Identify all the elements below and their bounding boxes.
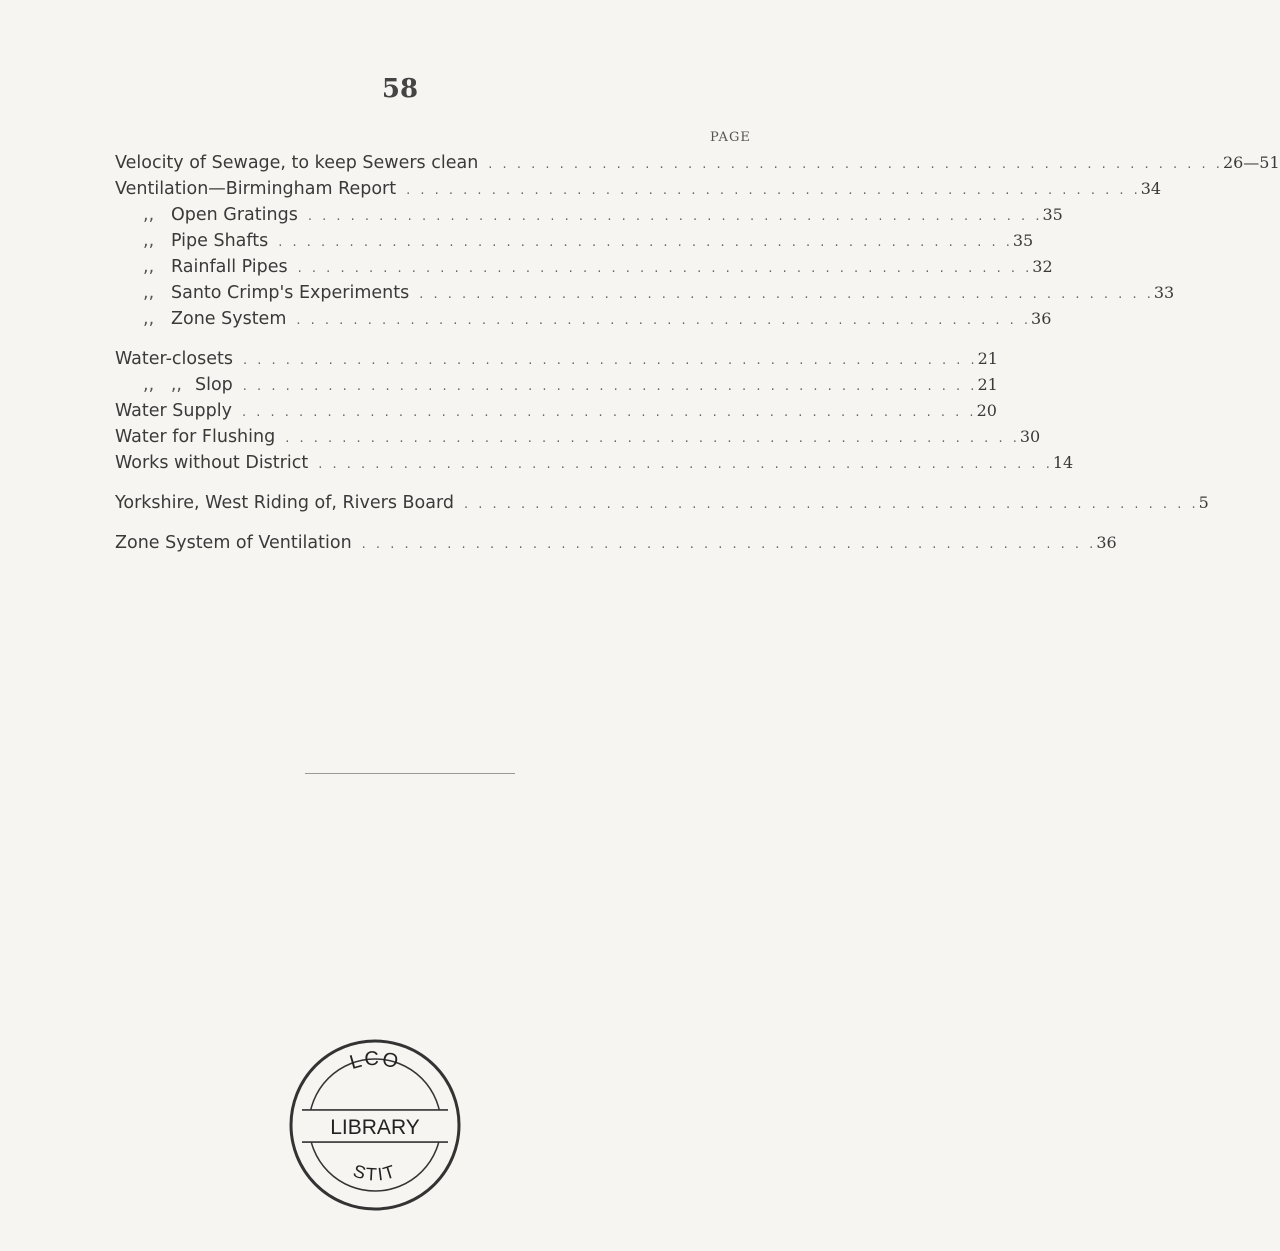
entry-label: Yorkshire, West Riding of, Rivers Board	[115, 493, 454, 513]
entry-label: Water-closets	[115, 349, 233, 369]
index-entry	[115, 398, 997, 424]
entry-label: Velocity of Sewage, to keep Sewers clean	[115, 153, 479, 173]
entry-label: Zone System of Ventilation	[115, 533, 352, 553]
entry-page: 33	[1153, 283, 1175, 302]
entry-page: 35	[1012, 231, 1034, 250]
index-entry	[115, 306, 1052, 332]
entry-label: Ventilation—Birmingham Report	[115, 179, 397, 199]
page-column-header: PAGE	[710, 130, 751, 145]
dot-leader: . . . . . . . . . . . . . . . . . . . . . . . . . . . . . . . . . . . . . . . . . . . . . . . . . . . .	[296, 313, 1032, 328]
entry-page: 36	[1096, 533, 1117, 552]
index-entry	[115, 254, 1053, 280]
ditto-mark: ,,	[143, 205, 155, 225]
dot-leader: . . . . . . . . . . . . . . . . . . . . . . . . . . . . . . . . . . . . . . . . . . . . . . . . . . . .	[318, 457, 1053, 472]
index-entry	[115, 450, 1074, 476]
index-list	[115, 150, 1280, 556]
entry-label: Works without District	[115, 453, 309, 473]
entry-page: 30	[1019, 427, 1041, 446]
ditto-mark: ,, ,,	[143, 375, 182, 395]
index-entry	[115, 424, 1041, 450]
stamp-center-text: LIBRARY	[330, 1116, 420, 1139]
entry-page: 21	[977, 349, 998, 368]
entry-page: 34	[1140, 179, 1162, 198]
entry-gap	[115, 476, 755, 490]
index-entry	[115, 530, 1117, 556]
svg-text:LCO	[347, 1048, 402, 1074]
index-entry	[115, 202, 1063, 228]
dot-leader: . . . . . . . . . . . . . . . . . . . . . . . . . . . . . . . . . . . . . . . . . . . . . . . . . . . .	[463, 497, 1199, 512]
index-entry	[115, 228, 1034, 254]
entry-label: Open Gratings	[171, 205, 298, 225]
entry-page: 32	[1032, 257, 1053, 276]
library-stamp-graphic	[280, 1030, 470, 1220]
entry-label: Slop	[195, 375, 233, 395]
ditto-mark: ,,	[143, 257, 155, 277]
dot-leader: . . . . . . . . . . . . . . . . . . . . . . . . . . . . . . . . . . . . . . . . . . . . . . . . . . . .	[285, 431, 1020, 446]
stamp-ring-bottom-text: STIT	[350, 1160, 400, 1185]
entry-label: Water for Flushing	[115, 427, 276, 447]
entry-page: 35	[1042, 205, 1063, 224]
library-stamp	[280, 1030, 470, 1220]
entry-page: 20	[976, 401, 997, 420]
entry-label: Zone System	[171, 309, 287, 329]
dot-leader: . . . . . . . . . . . . . . . . . . . . . . . . . . . . . . . . . . . . . . . . . . . . . . . . . . . .	[419, 287, 1154, 302]
dot-leader: . . . . . . . . . . . . . . . . . . . . . . . . . . . . . . . . . . . . . . . . . . . . . . . . . . . .	[406, 183, 1141, 198]
entry-page: 21	[977, 375, 998, 394]
entry-page: 5	[1198, 493, 1209, 512]
dot-leader: . . . . . . . . . . . . . . . . . . . . . . . . . . . . . . . . . . . . . . . . . . . . . . . . . . . .	[361, 537, 1097, 552]
index-entry	[115, 346, 998, 372]
dot-leader: . . . . . . . . . . . . . . . . . . . . . . . . . . . . . . . . . . . . . . . . . . . . . . . . . . . .	[242, 379, 978, 394]
entry-gap	[115, 516, 755, 530]
ditto-mark: ,,	[143, 283, 155, 303]
entry-page: 36	[1031, 309, 1052, 328]
dot-leader: . . . . . . . . . . . . . . . . . . . . . . . . . . . . . . . . . . . . . . . . . . . . . . . . . . . .	[307, 209, 1043, 224]
ditto-mark: ,,	[143, 231, 155, 251]
index-entry	[115, 176, 1162, 202]
page-number: 58	[381, 74, 419, 104]
entry-label: Water Supply	[115, 401, 232, 421]
dot-leader: . . . . . . . . . . . . . . . . . . . . . . . . . . . . . . . . . . . . . . . . . . . . . . . . . . . .	[241, 405, 977, 420]
dot-leader: . . . . . . . . . . . . . . . . . . . . . . . . . . . . . . . . . . . . . . . . . . . . . . . . . . . .	[297, 261, 1033, 276]
entry-page: 14	[1052, 453, 1074, 472]
ditto-mark: ,,	[143, 309, 155, 329]
entry-label: Rainfall Pipes	[171, 257, 288, 277]
svg-text:STIT	[351, 1161, 399, 1185]
entry-gap	[115, 332, 755, 346]
entry-label: Pipe Shafts	[171, 231, 269, 251]
stamp-ring-top-text: LCO	[347, 1047, 403, 1075]
dot-leader: . . . . . . . . . . . . . . . . . . . . . . . . . . . . . . . . . . . . . . . . . . . . . . . . . . . .	[242, 353, 978, 368]
index-entry	[115, 280, 1175, 306]
entry-label: Santo Crimp's Experiments	[171, 283, 410, 303]
entry-page: 26—51	[1222, 153, 1280, 172]
index-entry	[115, 372, 998, 398]
divider-rule	[305, 773, 515, 774]
dot-leader: . . . . . . . . . . . . . . . . . . . . . . . . . . . . . . . . . . . . . . . . . . . . . . . . . . . .	[488, 157, 1223, 172]
index-entry	[115, 490, 1209, 516]
index-entry	[115, 150, 1280, 176]
dot-leader: . . . . . . . . . . . . . . . . . . . . . . . . . . . . . . . . . . . . . . . . . . . . . . . . . . . .	[278, 235, 1013, 250]
